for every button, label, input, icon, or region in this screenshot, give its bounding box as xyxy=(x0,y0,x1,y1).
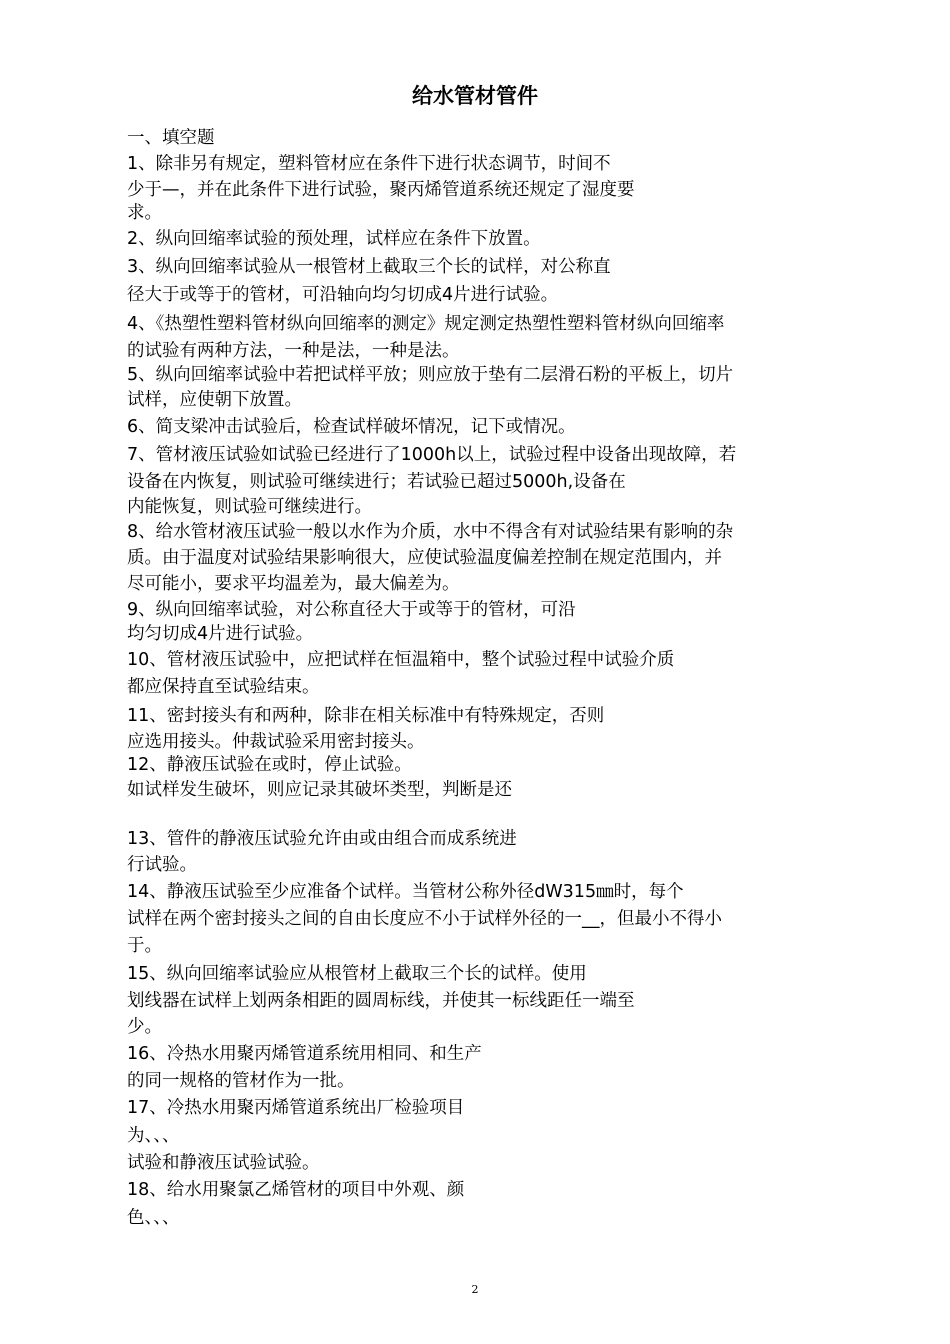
text-line: 6、简支梁冲击试验后，检查试样破坏情况，记下或情况。 xyxy=(127,417,576,437)
text-line: 试验和静液压试验试验。 xyxy=(127,1153,320,1173)
text-line: 11、密封接头有和两种，除非在相关标准中有特殊规定，否则 xyxy=(127,706,605,726)
text-line: 少于—，并在此条件下进行试验，聚丙烯管道系统还规定了湿度要 xyxy=(127,180,635,200)
text-line: 3、纵向回缩率试验从一根管材上截取三个长的试样，对公称直 xyxy=(127,257,611,277)
page-number: 2 xyxy=(471,1283,479,1296)
text-line: 内能恢复，则试验可继续进行。 xyxy=(127,497,372,517)
text-line: 10、管材液压试验中，应把试样在恒温箱中，整个试验过程中试验介质 xyxy=(127,650,675,670)
text-line: 如试样发生破坏，则应记录其破坏类型，判断是还 xyxy=(127,780,512,800)
text-line: 于。 xyxy=(127,936,162,956)
text-line: 色、、、 xyxy=(127,1208,180,1228)
text-line: 5、纵向回缩率试验中若把试样平放；则应放于垫有二层滑石粉的平板上，切片 xyxy=(127,365,734,385)
text-line: 8、给水管材液压试验一般以水作为介质，水中不得含有对试验结果有影响的杂 xyxy=(127,522,734,542)
text-line: 均匀切成4片进行试验。 xyxy=(127,624,314,644)
text-line: 1、除非另有规定，塑料管材应在条件下进行状态调节，时间不 xyxy=(127,154,611,174)
text-line: 17、冷热水用聚丙烯管道系统出厂检验项目 xyxy=(127,1098,465,1118)
text-line: 行试验。 xyxy=(127,855,197,875)
text-line: 16、冷热水用聚丙烯管道系统用相同、和生产 xyxy=(127,1044,482,1064)
text-line: 的试验有两种方法，一种是法，一种是法。 xyxy=(127,341,460,361)
text-line: 应选用接头。仲裁试验采用密封接头。 xyxy=(127,732,425,752)
text-line: 14、静液压试验至少应准备个试样。当管材公称外径dW315㎜时，每个 xyxy=(127,882,684,902)
text-line: 18、给水用聚氯乙烯管材的项目中外观、颜 xyxy=(127,1180,465,1200)
text-line: 质。由于温度对试验结果影响很大，应使试验温度偏差控制在规定范围内，并 xyxy=(127,548,722,568)
page-title: 给水管材管件 xyxy=(412,84,538,108)
text-line: 少。 xyxy=(127,1017,162,1037)
text-line: 试样在两个密封接头之间的自由长度应不小于试样外径的一__，但最小不得小 xyxy=(127,909,722,929)
text-line: 4、《热塑性塑料管材纵向回缩率的测定》规定测定热塑性塑料管材纵向回缩率 xyxy=(127,314,725,334)
text-line: 2、纵向回缩率试验的预处理，试样应在条件下放置。 xyxy=(127,229,541,249)
section-heading: 一、填空题 xyxy=(127,128,215,148)
text-line: 为、、、 xyxy=(127,1126,180,1146)
text-line: 9、纵向回缩率试验，对公称直径大于或等于的管材，可沿 xyxy=(127,600,576,620)
text-line: 12、静液压试验在或时，停止试验。 xyxy=(127,755,412,775)
text-line: 设备在内恢复，则试验可继续进行；若试验已超过5000h,设备在 xyxy=(127,472,626,492)
text-line: 7、管材液压试验如试验已经进行了1000h以上，试验过程中设备出现故障，若 xyxy=(127,445,737,465)
text-line: 13、管件的静液压试验允许由或由组合而成系统进 xyxy=(127,829,517,849)
text-line: 试样，应使朝下放置。 xyxy=(127,390,302,410)
text-line: 都应保持直至试验结束。 xyxy=(127,677,320,697)
text-line: 15、纵向回缩率试验应从根管材上截取三个长的试样。使用 xyxy=(127,964,587,984)
text-line: 求。 xyxy=(127,203,162,223)
text-line: 尽可能小，要求平均温差为，最大偏差为。 xyxy=(127,574,460,594)
text-line: 的同一规格的管材作为一批。 xyxy=(127,1071,355,1091)
text-line: 划线器在试样上划两条相距的圆周标线，并使其一标线距任一端至 xyxy=(127,991,635,1011)
text-line: 径大于或等于的管材，可沿轴向均匀切成4片进行试验。 xyxy=(127,285,559,305)
